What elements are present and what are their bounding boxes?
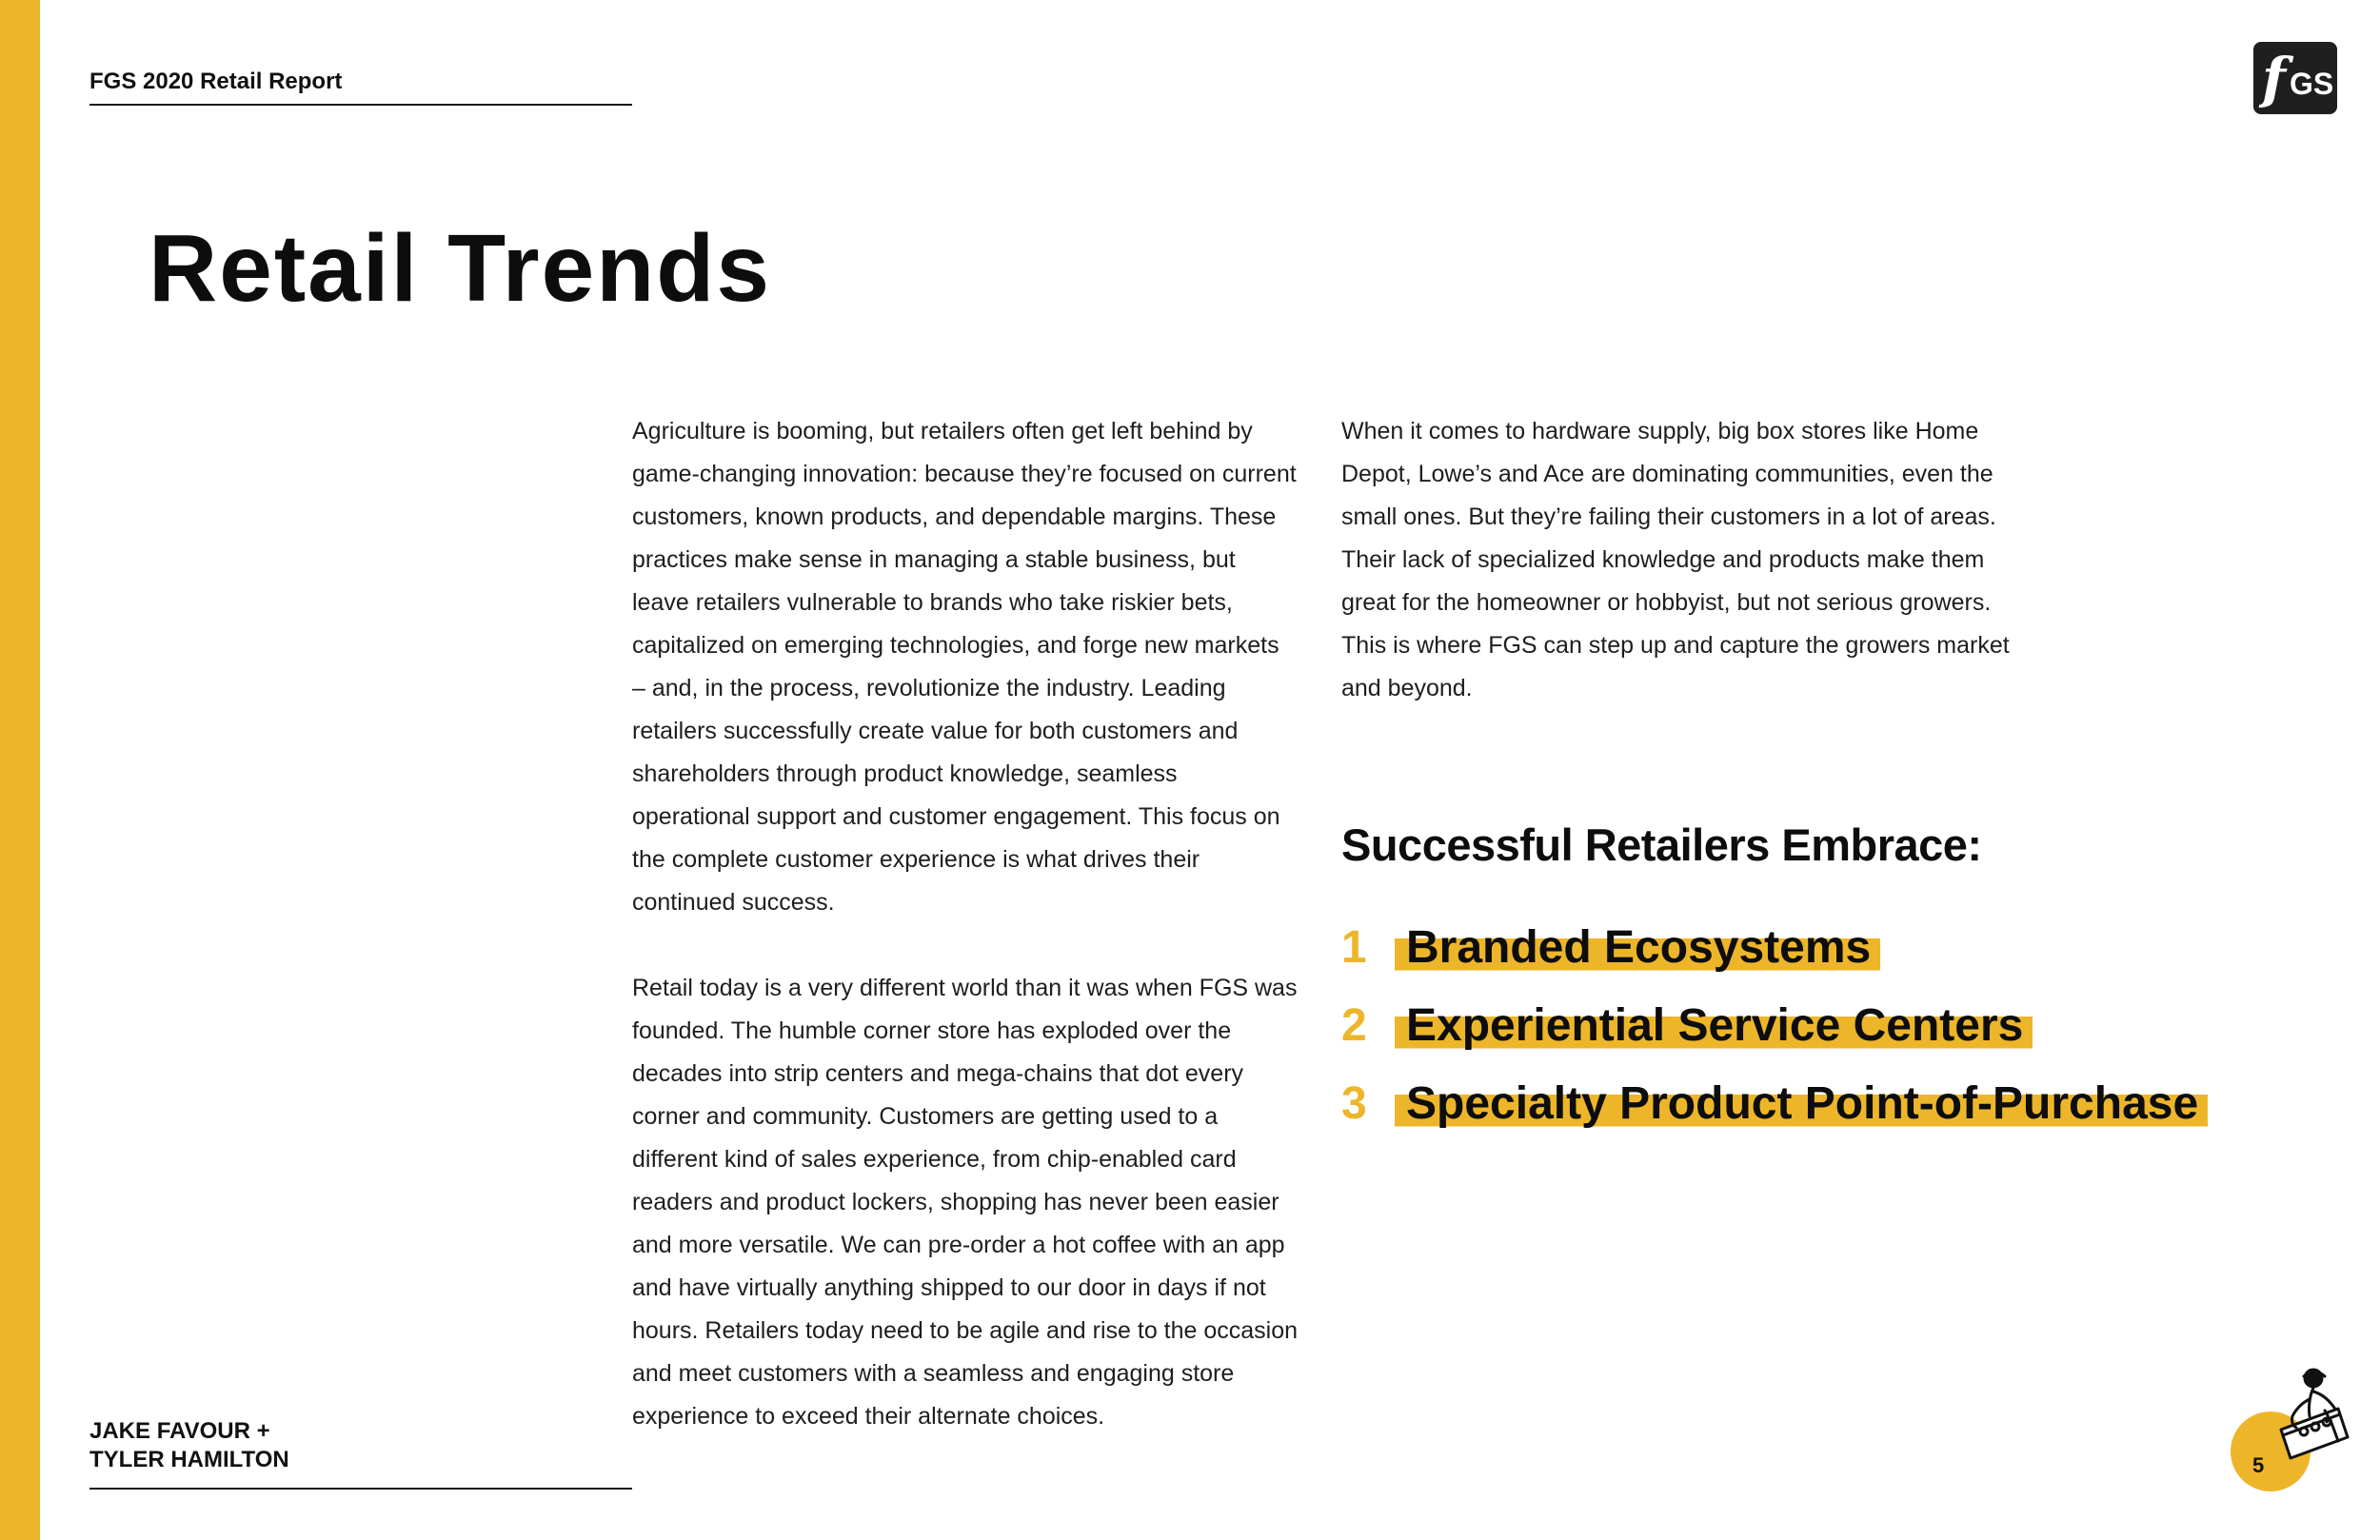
author-line: JAKE FAVOUR + bbox=[89, 1418, 270, 1444]
author-line: TYLER HAMILTON bbox=[89, 1447, 289, 1472]
fgs-logo-icon bbox=[2253, 42, 2337, 114]
worker-carrying-crate-icon bbox=[2254, 1363, 2369, 1487]
authors bbox=[89, 1417, 289, 1474]
logo-letters-gs: GS bbox=[2290, 67, 2334, 101]
header-rule bbox=[89, 104, 632, 106]
right-text-column bbox=[1341, 410, 2027, 710]
intro-paragraph: Agriculture is booming, but retailers often get left behind by game-changing innovation: because they’re focused on current customers, known products, and dependable margins. These practices make sense in managing a stable business, but leave retailers vulnerable to brands who take riskier bets, capitalized on emerging technologies, and forge new markets – and, in the process, revolutionize the industry. Leading retailers successfully create value for both customers and shareholders through product knowledge, seamless operational support and customer engagement. This focus on the complete customer experience is what drives their continued success. bbox=[632, 418, 1297, 916]
trend-number: 2 bbox=[1341, 1000, 1367, 1051]
page-title: Retail Trends bbox=[149, 215, 771, 322]
embrace-heading: Successful Retailers Embrace: bbox=[1341, 819, 1982, 870]
trend-label: Specialty Product Point-of-Purchase bbox=[1395, 1077, 2208, 1131]
accent-side-bar bbox=[0, 0, 40, 1540]
trend-label: Experiential Service Centers bbox=[1395, 999, 2033, 1053]
page-number: 5 bbox=[2252, 1453, 2265, 1477]
logo-letter-f: f bbox=[2262, 46, 2286, 110]
report-title: FGS 2020 Retail Report bbox=[89, 69, 343, 94]
trend-label: Branded Ecosystems bbox=[1395, 921, 1880, 975]
footer-rule bbox=[89, 1488, 632, 1490]
hardware-supply-paragraph: When it comes to hardware supply, big box stores like Home Depot, Lowe’s and Ace are dominating communities, even the small ones. But they’re failing their customers in a lot of areas. Their lack of specialized knowledge and products make them great for the homeowner or hobbyist, but not serious growers. This is where FGS can step up and capture the growers market and beyond. bbox=[1341, 418, 2010, 701]
left-text-column bbox=[632, 410, 1299, 1438]
trend-number: 3 bbox=[1341, 1078, 1367, 1129]
retail-today-paragraph: Retail today is a very different world than it was when FGS was founded. The humble corner store has exploded over the decades into strip centers and mega-chains that dot every corner and community. Customers are getting used to a different kind of sales experience, from chip-enabled card readers and product lockers, shopping has never been easier and more versatile. We can pre-order a hot coffee with an app and have virtually anything shipped to our door in days if not hours. Retailers today need to be agile and rise to the occasion and meet customers with a seamless and engaging store experience to exceed their alternate choices. bbox=[632, 975, 1299, 1430]
trend-number: 1 bbox=[1341, 922, 1367, 973]
